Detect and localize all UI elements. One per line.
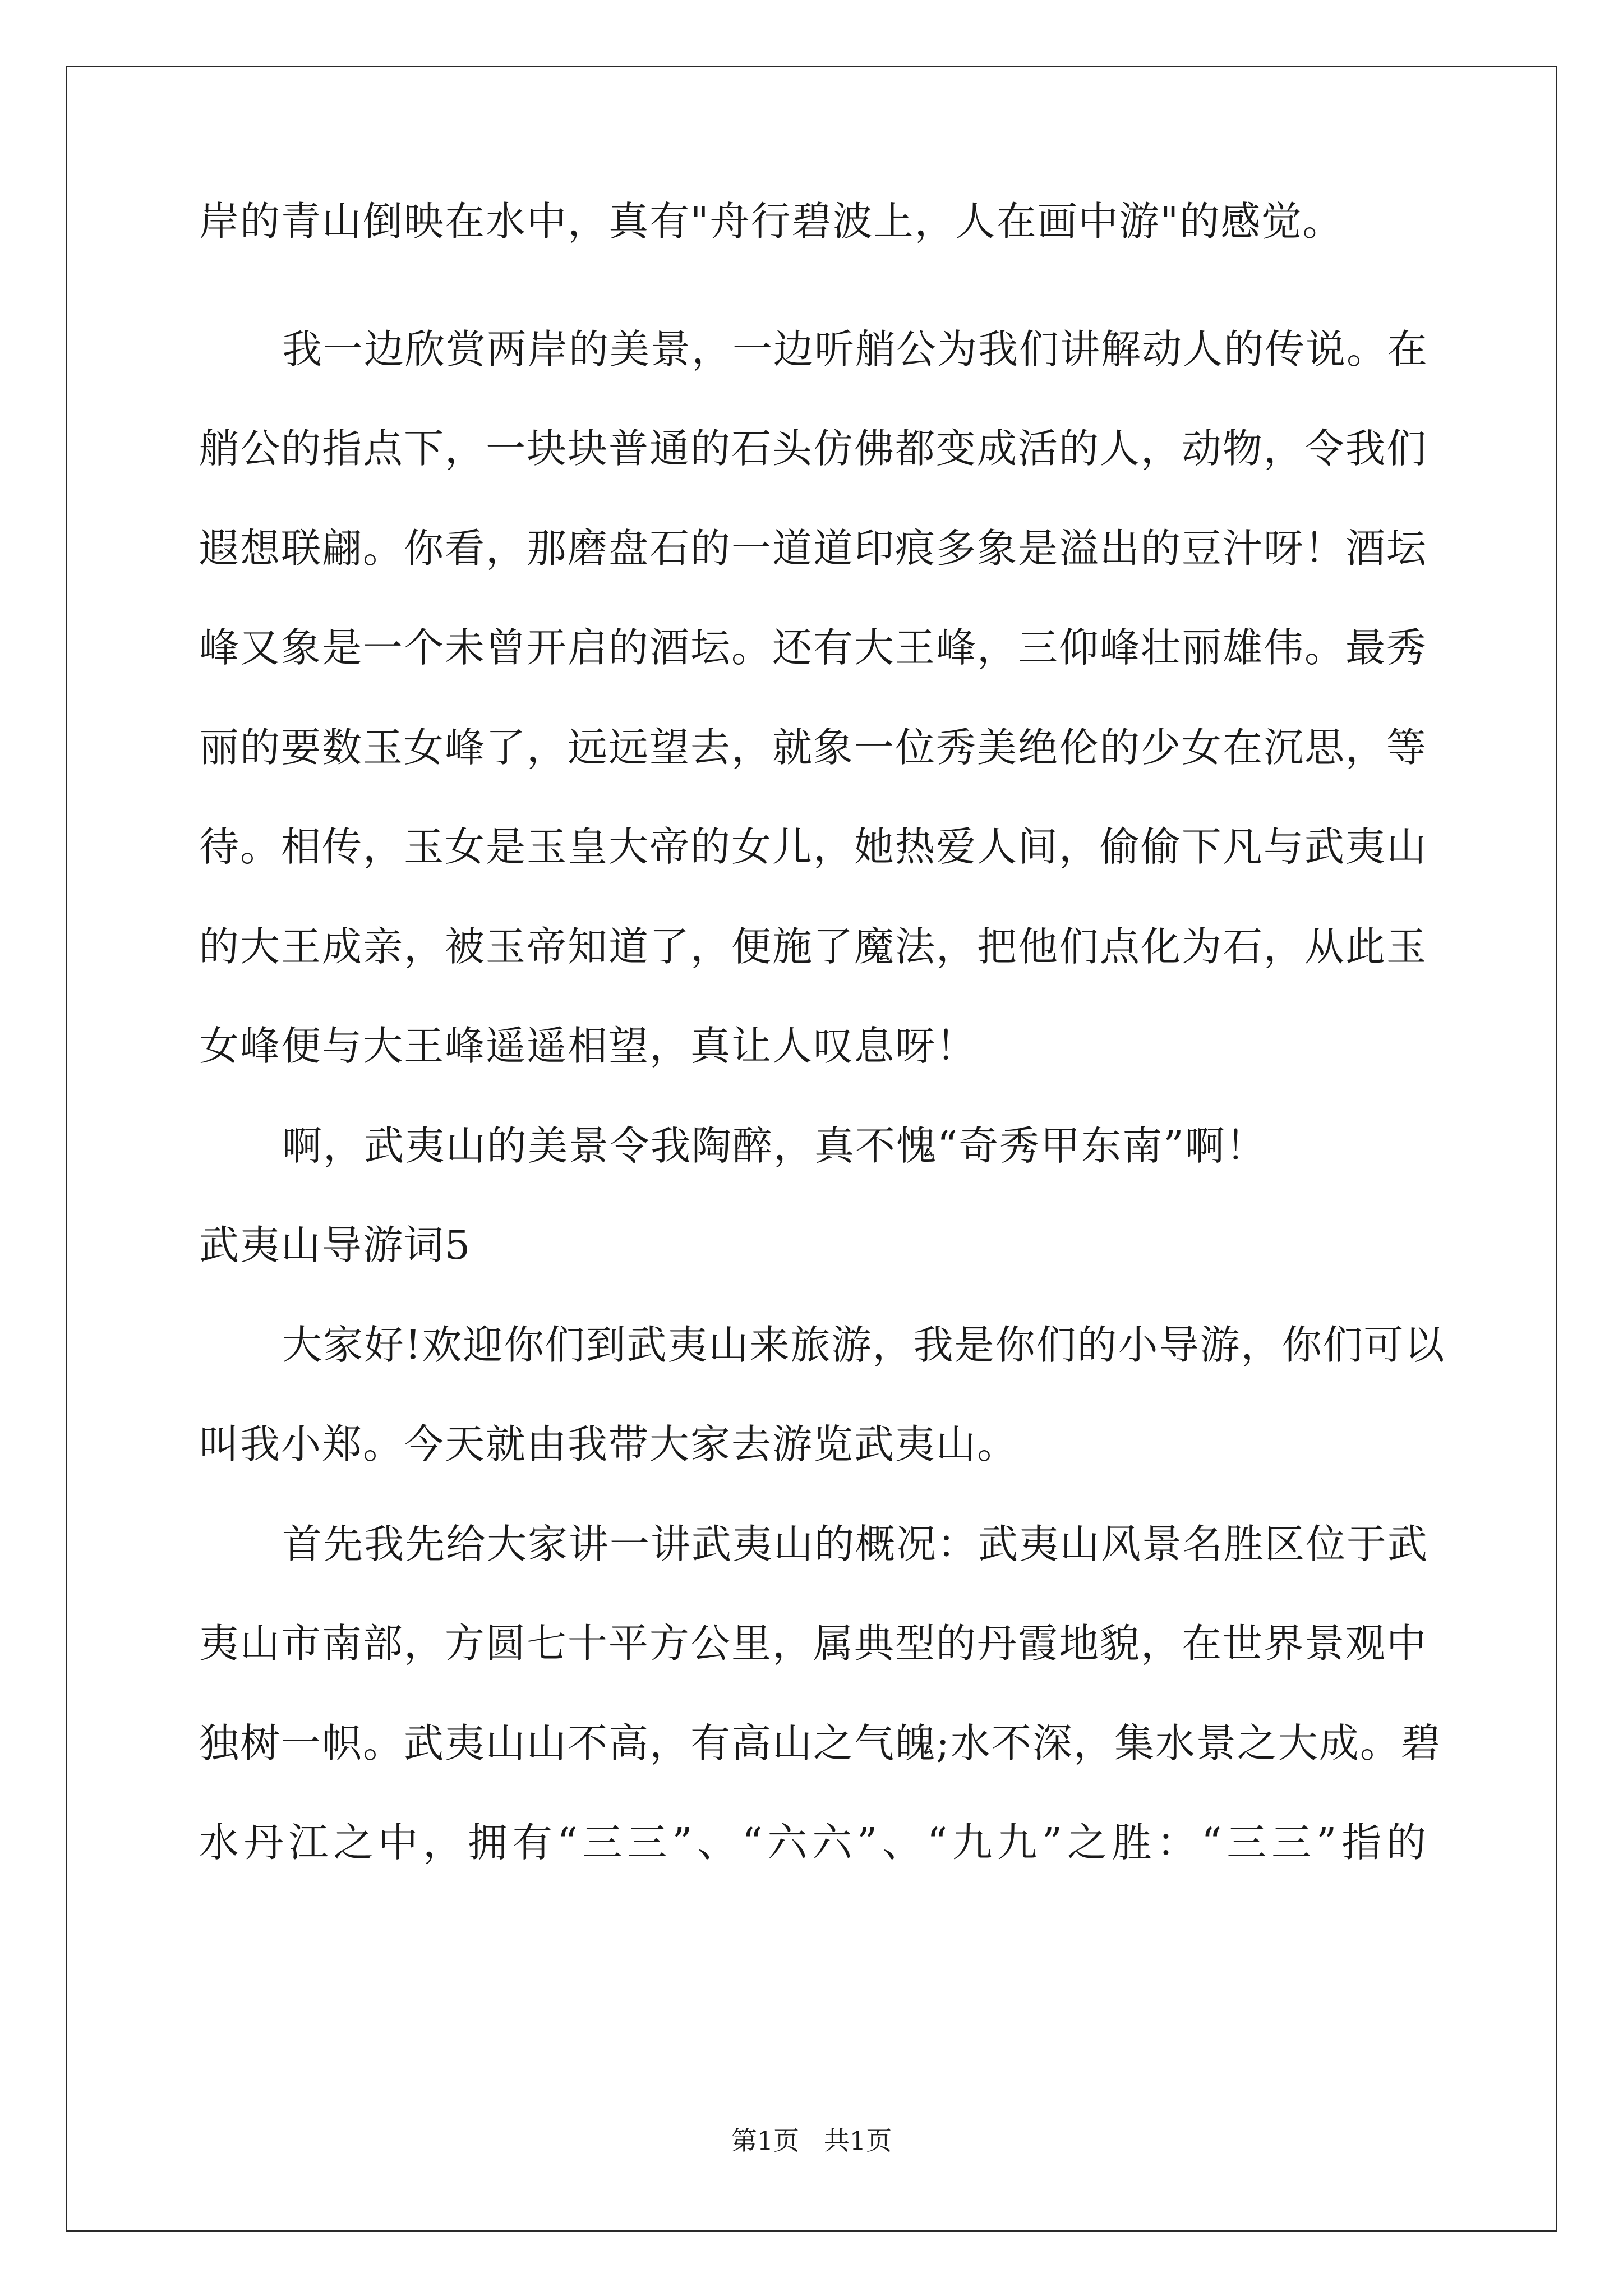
page-number-footer: 第1页 共1页 — [731, 2125, 892, 2156]
text-line: 女峰便与大王峰遥遥相望，真让人叹息呀！ — [199, 1023, 978, 1069]
text-line: 遐想联翩。你看，那磨盘石的一道道印痕多象是溢出的豆汁呀！酒坛 — [199, 525, 1428, 572]
text-line: 水丹江之中，拥有“三三”、“六六”、“九九”之胜：“三三”指的 — [199, 1819, 1427, 1866]
paragraph-first-line: 首先我先给大家讲一讲武夷山的概况：武夷山风景名胜区位于武 — [282, 1521, 1429, 1567]
text-line: 夷山市南部，方圆七十平方公里，属典型的丹霞地貌，在世界景观中 — [199, 1620, 1428, 1667]
paragraph-first-line: 我一边欣赏两岸的美景，一边听艄公为我们讲解动人的传说。在 — [282, 326, 1429, 372]
text-line: 独树一帜。武夷山山不高，有高山之气魄;水不深，集水景之大成。碧 — [199, 1720, 1442, 1766]
paragraph-first-line: 啊，武夷山的美景令我陶醉，真不愧“奇秀甲东南”啊！ — [282, 1122, 1267, 1169]
text-line: 的大王成亲，被玉帝知道了，便施了魔法，把他们点化为石，从此玉 — [199, 923, 1428, 970]
text-line: 丽的要数玉女峰了，远远望去，就象一位秀美绝伦的少女在沉思，等 — [199, 724, 1428, 771]
text-line: 岸的青山倒映在水中，真有"舟行碧波上，人在画中游"的感觉。 — [199, 198, 1344, 245]
text-line: 艄公的指点下，一块块普通的石头仿佛都变成活的人，动物，令我们 — [199, 425, 1428, 472]
section-heading: 武夷山导游词5 — [199, 1222, 472, 1268]
paragraph-first-line: 大家好!欢迎你们到武夷山来旅游，我是你们的小导游，你们可以 — [282, 1322, 1446, 1368]
text-line: 叫我小郑。今天就由我带大家去游览武夷山。 — [199, 1421, 1018, 1467]
text-line: 峰又象是一个未曾开启的酒坛。还有大王峰，三仰峰壮丽雄伟。最秀 — [199, 624, 1428, 671]
text-line: 待。相传，玉女是玉皇大帝的女儿，她热爱人间，偷偷下凡与武夷山 — [199, 823, 1428, 870]
